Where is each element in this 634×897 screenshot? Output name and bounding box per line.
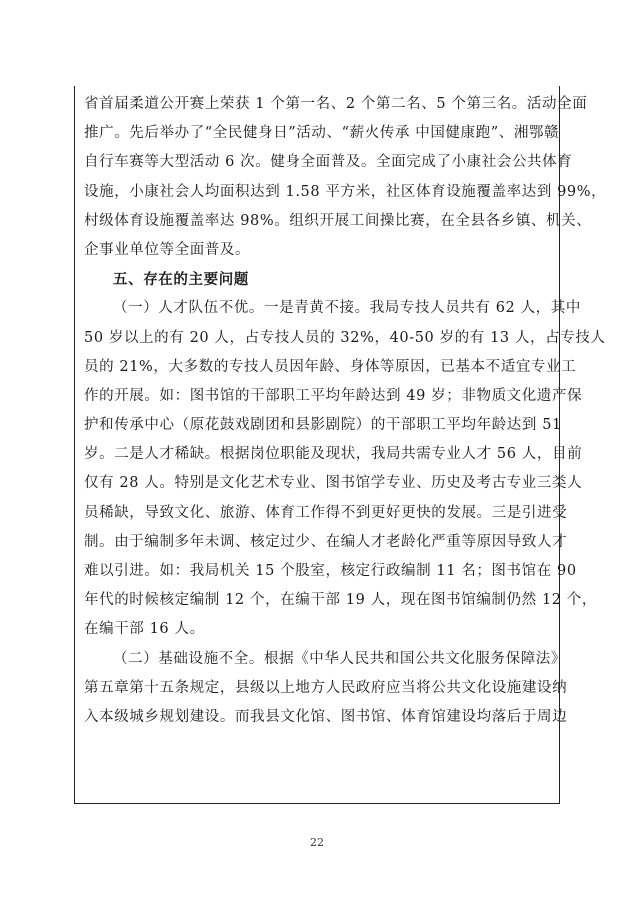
text-line: 难以引进。如：我局机关 15 个股室，核定行政编制 11 名；图书馆在 90	[84, 563, 577, 579]
text-line: 员的 21%，大多数的专技人员因年龄、身体等原因，已基本不适宜专业工	[84, 358, 577, 375]
text-line: 50 岁以上的有 20 人，占专技人员的 32%，40-50 岁的有 13 人，占专技人	[84, 329, 606, 346]
text-line: 自行车赛等大型活动 6 次。健身全面普及。全面完成了小康社会公共体育	[84, 154, 573, 171]
text-line: 作的开展。如：图书馆的干部职工平均年龄达到 49 岁；非物质文化遗产保	[84, 387, 583, 404]
text-line: 仅有 28 人。特别是文化艺术专业、图书馆学专业、历史及考古专业三类人	[84, 475, 583, 492]
text-line: 员稀缺，导致文化、旅游、体育工作得不到更好更快的发展。三是引进受	[84, 504, 568, 521]
text-line: 设施，小康社会人均面积达到 1.58 平方米，社区体育设施覆盖率达到 99%，	[84, 183, 607, 200]
text-line: 在编干部 16 人。	[84, 621, 205, 638]
text-line: 入本级城乡规划建设。而我县文化馆、图书馆、体育馆建设均落后于周边	[84, 708, 568, 725]
section-heading: 五、存在的主要问题	[113, 271, 249, 289]
text-line: 省首届柔道公开赛上荣获 1 个第一名、2 个第二名、5 个第三名。活动全面	[84, 96, 588, 112]
paragraph-start: （二）基础设施不全。根据《中华人民共和国公共文化服务保障法》	[113, 650, 566, 667]
text-line: 岁。二是人才稀缺。根据岗位职能及现状，我局共需专业人才 56 人，目前	[84, 446, 583, 463]
page-number: 22	[310, 836, 324, 849]
text-line: 推广。先后举办了“全民健身日”活动、“薪火传承 中国健康跑”、湘鄂赣	[84, 125, 560, 142]
text-line: 护和传承中心（原花鼓戏剧团和县影剧院）的干部职工平均年龄达到 51	[84, 417, 562, 434]
text-line: 村级体育设施覆盖率达 98%。组织开展工间操比赛，在全县各乡镇、机关、	[84, 212, 592, 229]
document-body	[84, 90, 607, 732]
text-line: 年代的时候核定编制 12 个，在编干部 19 人，现在图书馆编制仍然 12 个，	[84, 592, 598, 609]
text-line: 制。由于编制多年未调、核定过少、在编人才老龄化严重等原因导致人才	[84, 533, 568, 550]
text-line: 企事业单位等全面普及。	[84, 241, 251, 258]
text-line: 第五章第十五条规定，县级以上地方人民政府应当将公共文化设施建设纳	[84, 679, 568, 696]
paragraph-start: （一）人才队伍不优。一是青黄不接。我局专技人员共有 62 人，其中	[113, 300, 581, 317]
